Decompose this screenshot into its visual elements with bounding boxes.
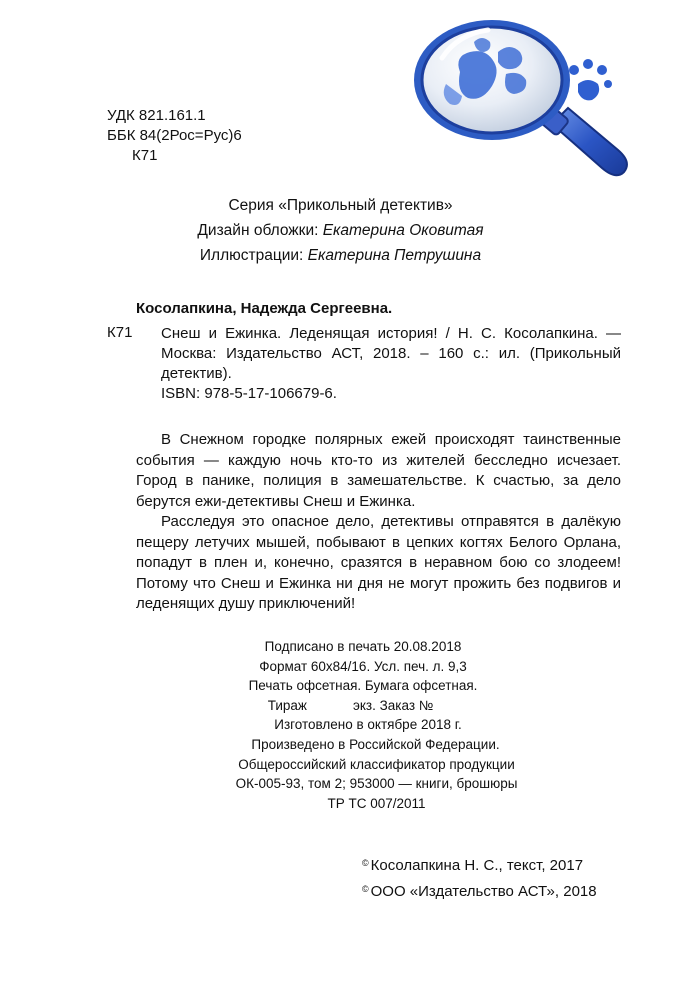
copyright-symbol: ©: [362, 883, 369, 894]
cover-design-line: [0, 218, 681, 243]
illustrations-label: Иллюстрации:: [199, 247, 308, 264]
copyright-author: [362, 852, 597, 878]
imprint-print: Печать офсетная. Бумага офсетная.: [248, 678, 478, 694]
imprint-produced: Произведено в Российской Федерации.: [251, 736, 500, 752]
imprint-tirazh: Тираж: [267, 697, 307, 713]
magnifier-with-paw-print-icon: [402, 12, 632, 190]
classification-block: [107, 106, 242, 166]
copyright-block: [362, 852, 597, 903]
imprint-order: экз. Заказ №: [352, 697, 434, 713]
imprint-tirazh-line: [0, 696, 681, 716]
annotation-paragraph: Расследуя это опасное дело, детективы отправятся в далёкую пещеру летучих мышей, побывают в цепких когтях Белого Орлана, попадут в плен и, конечно, сразятся в неравном бою со злодеем! Потому что Снеш и Ежинка ни дня не могут прожить без подвигов и леденящих душу приключений!: [136, 513, 621, 612]
catalog-code: К71: [107, 324, 133, 341]
bbk-code: ББК 84(2Рос=Рус)6: [107, 127, 242, 144]
imprint-tr: ТР ТС 007/2011: [327, 795, 426, 811]
series-line: Серия «Прикольный детектив»: [228, 197, 453, 214]
imprint-ok: ОК-005-93, том 2; 953000 — книги, брошюры: [235, 776, 518, 792]
copyright-author-text: Косолапкина Н. С., текст, 2017: [370, 857, 584, 874]
annotation-block: [136, 430, 621, 615]
annotation-paragraph: В Снежном городке полярных ежей происходят таинственные события — каждую ночь кто-то из жителей бесследно исчезает. Город в панике, полиция в замешательстве. К счастью, за дело берутся ежи-детективы Снеш и Ежинка.: [136, 431, 621, 510]
copyright-publisher: [362, 878, 597, 904]
copyright-symbol: ©: [362, 858, 369, 868]
copyright-publisher-text: ООО «Издательство АСТ», 2018: [370, 882, 597, 900]
isbn-line: ISBN: 978-5-17-106679-6.: [161, 385, 337, 402]
imprint-block: [0, 637, 681, 813]
udk-code: УДК 821.161.1: [107, 107, 206, 124]
illustrator-name: Екатерина Петрушина: [307, 247, 482, 264]
author-mark: К71: [132, 147, 158, 164]
imprint-format: Формат 60х84/16. Усл. печ. л. 9,3: [259, 658, 467, 674]
cover-designer-name: Екатерина Оковитая: [322, 222, 484, 239]
imprint-signed: Подписано в печать 20.08.2018: [264, 639, 462, 654]
credits-block: [0, 193, 681, 268]
cover-design-label: Дизайн обложки:: [197, 222, 323, 239]
catalog-author: Косолапкина, Надежда Сергеевна.: [136, 300, 393, 317]
illustrations-line: [0, 243, 681, 268]
imprint-made: Изготовлено в октябре 2018 г.: [274, 717, 462, 733]
imprint-classifier: Общероссийский классификатор продукции: [238, 756, 515, 772]
catalog-description: Снеш и Ежинка. Леденящая история! / Н. С. Косолапкина. — Москва: Издательство АСТ, 2018. – 160 с.: ил. (Прикольный детектив).: [161, 325, 621, 382]
